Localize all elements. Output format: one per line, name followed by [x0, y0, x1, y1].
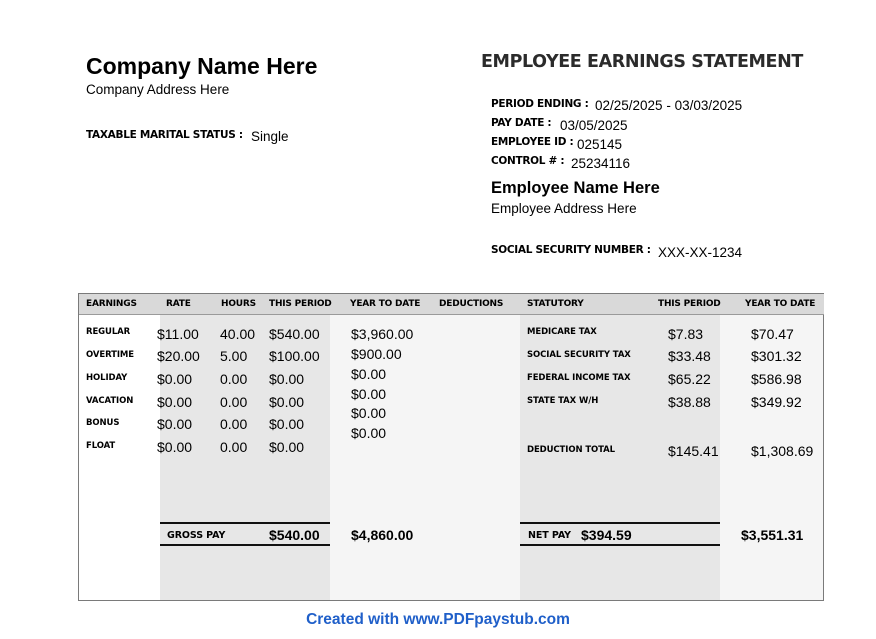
earnings-rate: $0.00 — [157, 371, 193, 387]
earnings-current: $0.00 — [269, 394, 305, 410]
gross-pay-ytd: $4,860.00 — [351, 527, 414, 543]
earnings-hours: 0.00 — [220, 439, 248, 455]
earnings-ytd: $0.00 — [351, 386, 387, 402]
employee-id-label: EMPLOYEE ID : — [491, 136, 574, 148]
header-statutory: STATUTORY — [527, 299, 584, 309]
gross-pay-rule-bottom — [160, 544, 330, 546]
statutory-ytd: $586.98 — [751, 371, 802, 387]
employee-name: Employee Name Here — [491, 179, 660, 197]
company-name: Company Name Here — [86, 53, 318, 79]
statutory-current: $65.22 — [668, 371, 711, 387]
header-this-period: THIS PERIOD — [269, 299, 332, 309]
ssn-value: XXX-XX-1234 — [658, 245, 743, 260]
marital-status-label: TAXABLE MARITAL STATUS : — [86, 129, 243, 141]
earnings-name: REGULAR — [86, 327, 131, 337]
earnings-ytd: $0.00 — [351, 425, 387, 441]
control-number-label: CONTROL # : — [491, 155, 565, 167]
earnings-hours: 0.00 — [220, 416, 248, 432]
header-rate: RATE — [166, 299, 191, 309]
gross-pay-rule-top — [160, 522, 330, 524]
statutory-name: SOCIAL SECURITY TAX — [527, 350, 631, 360]
earnings-ytd: $0.00 — [351, 405, 387, 421]
employee-address: Employee Address Here — [491, 201, 637, 216]
deduction-total-current: $145.41 — [668, 443, 719, 459]
net-pay-current: $394.59 — [581, 527, 632, 543]
header-deductions: DEDUCTIONS — [439, 299, 504, 309]
header-statutory-this-period: THIS PERIOD — [658, 299, 721, 309]
earnings-hours: 0.00 — [220, 371, 248, 387]
earnings-ytd: $0.00 — [351, 366, 387, 382]
statutory-name: MEDICARE TAX — [527, 327, 597, 337]
earnings-hours: 0.00 — [220, 394, 248, 410]
earnings-name: VACATION — [86, 396, 134, 406]
statutory-current: $33.48 — [668, 348, 711, 364]
employee-id-value: 025145 — [577, 137, 623, 152]
earnings-hours: 5.00 — [220, 348, 248, 364]
earnings-name: OVERTIME — [86, 350, 134, 360]
earnings-rate: $0.00 — [157, 394, 193, 410]
deduction-total-label: DEDUCTION TOTAL — [527, 445, 615, 455]
statutory-name: STATE TAX W/H — [527, 396, 599, 406]
net-pay-label: NET PAY — [528, 530, 571, 541]
earnings-ytd: $900.00 — [351, 346, 402, 362]
earnings-current: $0.00 — [269, 371, 305, 387]
pay-date-value: 03/05/2025 — [560, 118, 628, 133]
marital-status-value: Single — [251, 129, 289, 144]
net-pay-ytd: $3,551.31 — [741, 527, 804, 543]
earnings-name: HOLIDAY — [86, 373, 128, 383]
earnings-current: $0.00 — [269, 416, 305, 432]
statutory-ytd: $349.92 — [751, 394, 802, 410]
gross-pay-current: $540.00 — [269, 527, 320, 543]
earnings-rate: $0.00 — [157, 439, 193, 455]
deduction-total-ytd: $1,308.69 — [751, 443, 814, 459]
earnings-rate: $11.00 — [157, 326, 199, 342]
header-statutory-year-to-date: YEAR TO DATE — [745, 299, 816, 309]
header-earnings: EARNINGS — [86, 299, 137, 309]
statutory-name: FEDERAL INCOME TAX — [527, 373, 631, 383]
pay-date-label: PAY DATE : — [491, 117, 552, 129]
earnings-current: $100.00 — [269, 348, 320, 364]
statutory-ytd: $301.32 — [751, 348, 802, 364]
header-hours: HOURS — [221, 299, 256, 309]
gross-pay-label: GROSS PAY — [167, 530, 226, 541]
period-ending-value: 02/25/2025 - 03/03/2025 — [595, 98, 743, 113]
earnings-name: BONUS — [86, 418, 120, 428]
statutory-ytd: $70.47 — [751, 326, 794, 342]
net-pay-rule-bottom — [520, 544, 720, 546]
statutory-current: $38.88 — [668, 394, 711, 410]
period-ending-label: PERIOD ENDING : — [491, 98, 589, 110]
footer-credit-link[interactable]: Created with www.PDFpaystub.com — [306, 611, 570, 628]
earnings-current: $540.00 — [269, 326, 320, 342]
statutory-current: $7.83 — [668, 326, 704, 342]
ssn-label: SOCIAL SECURITY NUMBER : — [491, 244, 651, 256]
net-pay-rule-top — [520, 522, 720, 524]
earnings-rate: $20.00 — [157, 348, 200, 364]
earnings-name: FLOAT — [86, 441, 116, 451]
earnings-rate: $0.00 — [157, 416, 193, 432]
statement-title: EMPLOYEE EARNINGS STATEMENT — [481, 52, 803, 72]
control-number-value: 25234116 — [571, 156, 631, 171]
earnings-current: $0.00 — [269, 439, 305, 455]
earnings-ytd: $3,960.00 — [351, 326, 414, 342]
earnings-hours: 40.00 — [220, 326, 256, 342]
company-address: Company Address Here — [86, 82, 230, 97]
header-year-to-date: YEAR TO DATE — [350, 299, 421, 309]
